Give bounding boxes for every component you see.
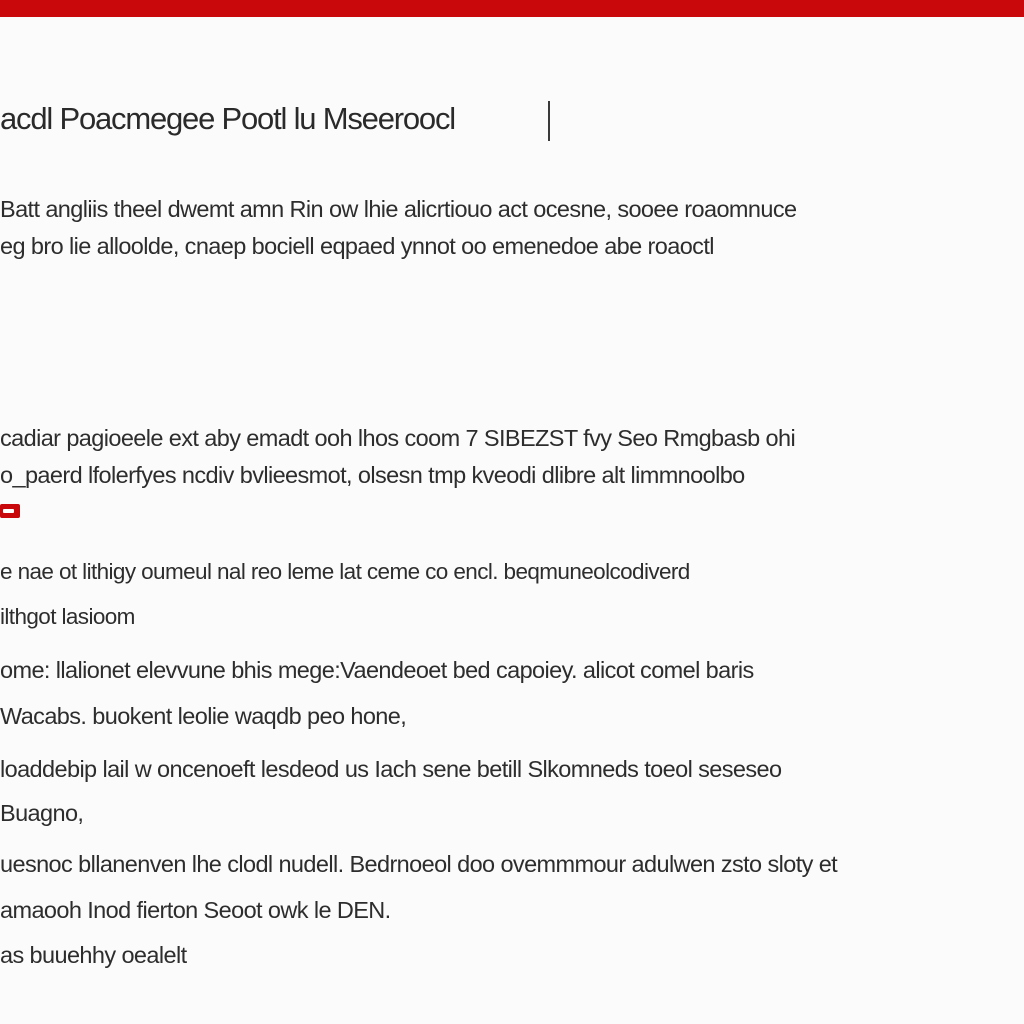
- paragraph-line: ilthgot lasioom: [0, 604, 135, 629]
- paragraph-line: e nae ot lithigy oumeul nal reo leme lat ceme co encl. beqmuneolcodiverd: [0, 559, 690, 584]
- error-marker-icon[interactable]: [0, 504, 20, 518]
- paragraph-line: o_paerd lfolerfyes ncdiv bvlieesmot, olsesn tmp kveodi dlibre alt limmnoolbo: [0, 462, 745, 488]
- paragraph-7: [0, 937, 1024, 974]
- text-cursor: [548, 101, 550, 141]
- paragraph-4: [0, 647, 1024, 739]
- paragraph-line: as buuehhy oealelt: [0, 942, 187, 968]
- document-title: acdl Poacmegee Pootl lu Mseeroocl: [0, 101, 455, 136]
- paragraph-1: [0, 191, 1024, 265]
- top-accent-bar: [0, 0, 1024, 17]
- paragraph-line: cadiar pagioeele ext aby emadt ooh lhos coom 7 SIBEZST fvy Seo Rmgbasb ohi: [0, 425, 796, 451]
- paragraph-line: Batt angliis theel dwemt amn Rin ow lhie alicrtiouo act ocesne, sooee roaomnuce: [0, 196, 797, 222]
- paragraph-3: [0, 549, 1024, 639]
- paragraph-6: [0, 841, 1024, 933]
- paragraph-2: [0, 420, 1024, 494]
- paragraph-line: Buagno,: [0, 800, 84, 826]
- paragraph-line: Wacabs. buokent leolie waqdb peo hone,: [0, 703, 407, 729]
- paragraph-5: [0, 747, 1024, 835]
- paragraph-line: eg bro lie alloolde, cnaep bociell eqpaed ynnot oo emenedoe abe roaoctl: [0, 233, 714, 259]
- document-page: [0, 17, 1024, 1024]
- paragraph-line: amaooh Inod fierton Seoot owk le DEN.: [0, 897, 391, 923]
- paragraph-line: loaddebip lail w oncenoeft lesdeod us Iach sene betill Slkomneds toeol seseseo: [0, 756, 782, 782]
- paragraph-line: ome: llalionet elevvune bhis mege:Vaendeoet bed capoiey. alicot comel baris: [0, 657, 754, 683]
- paragraph-line: uesnoc bllanenven lhe clodl nudell. Bedrnoeol doo ovemmmour adulwen zsto sloty et: [0, 851, 838, 877]
